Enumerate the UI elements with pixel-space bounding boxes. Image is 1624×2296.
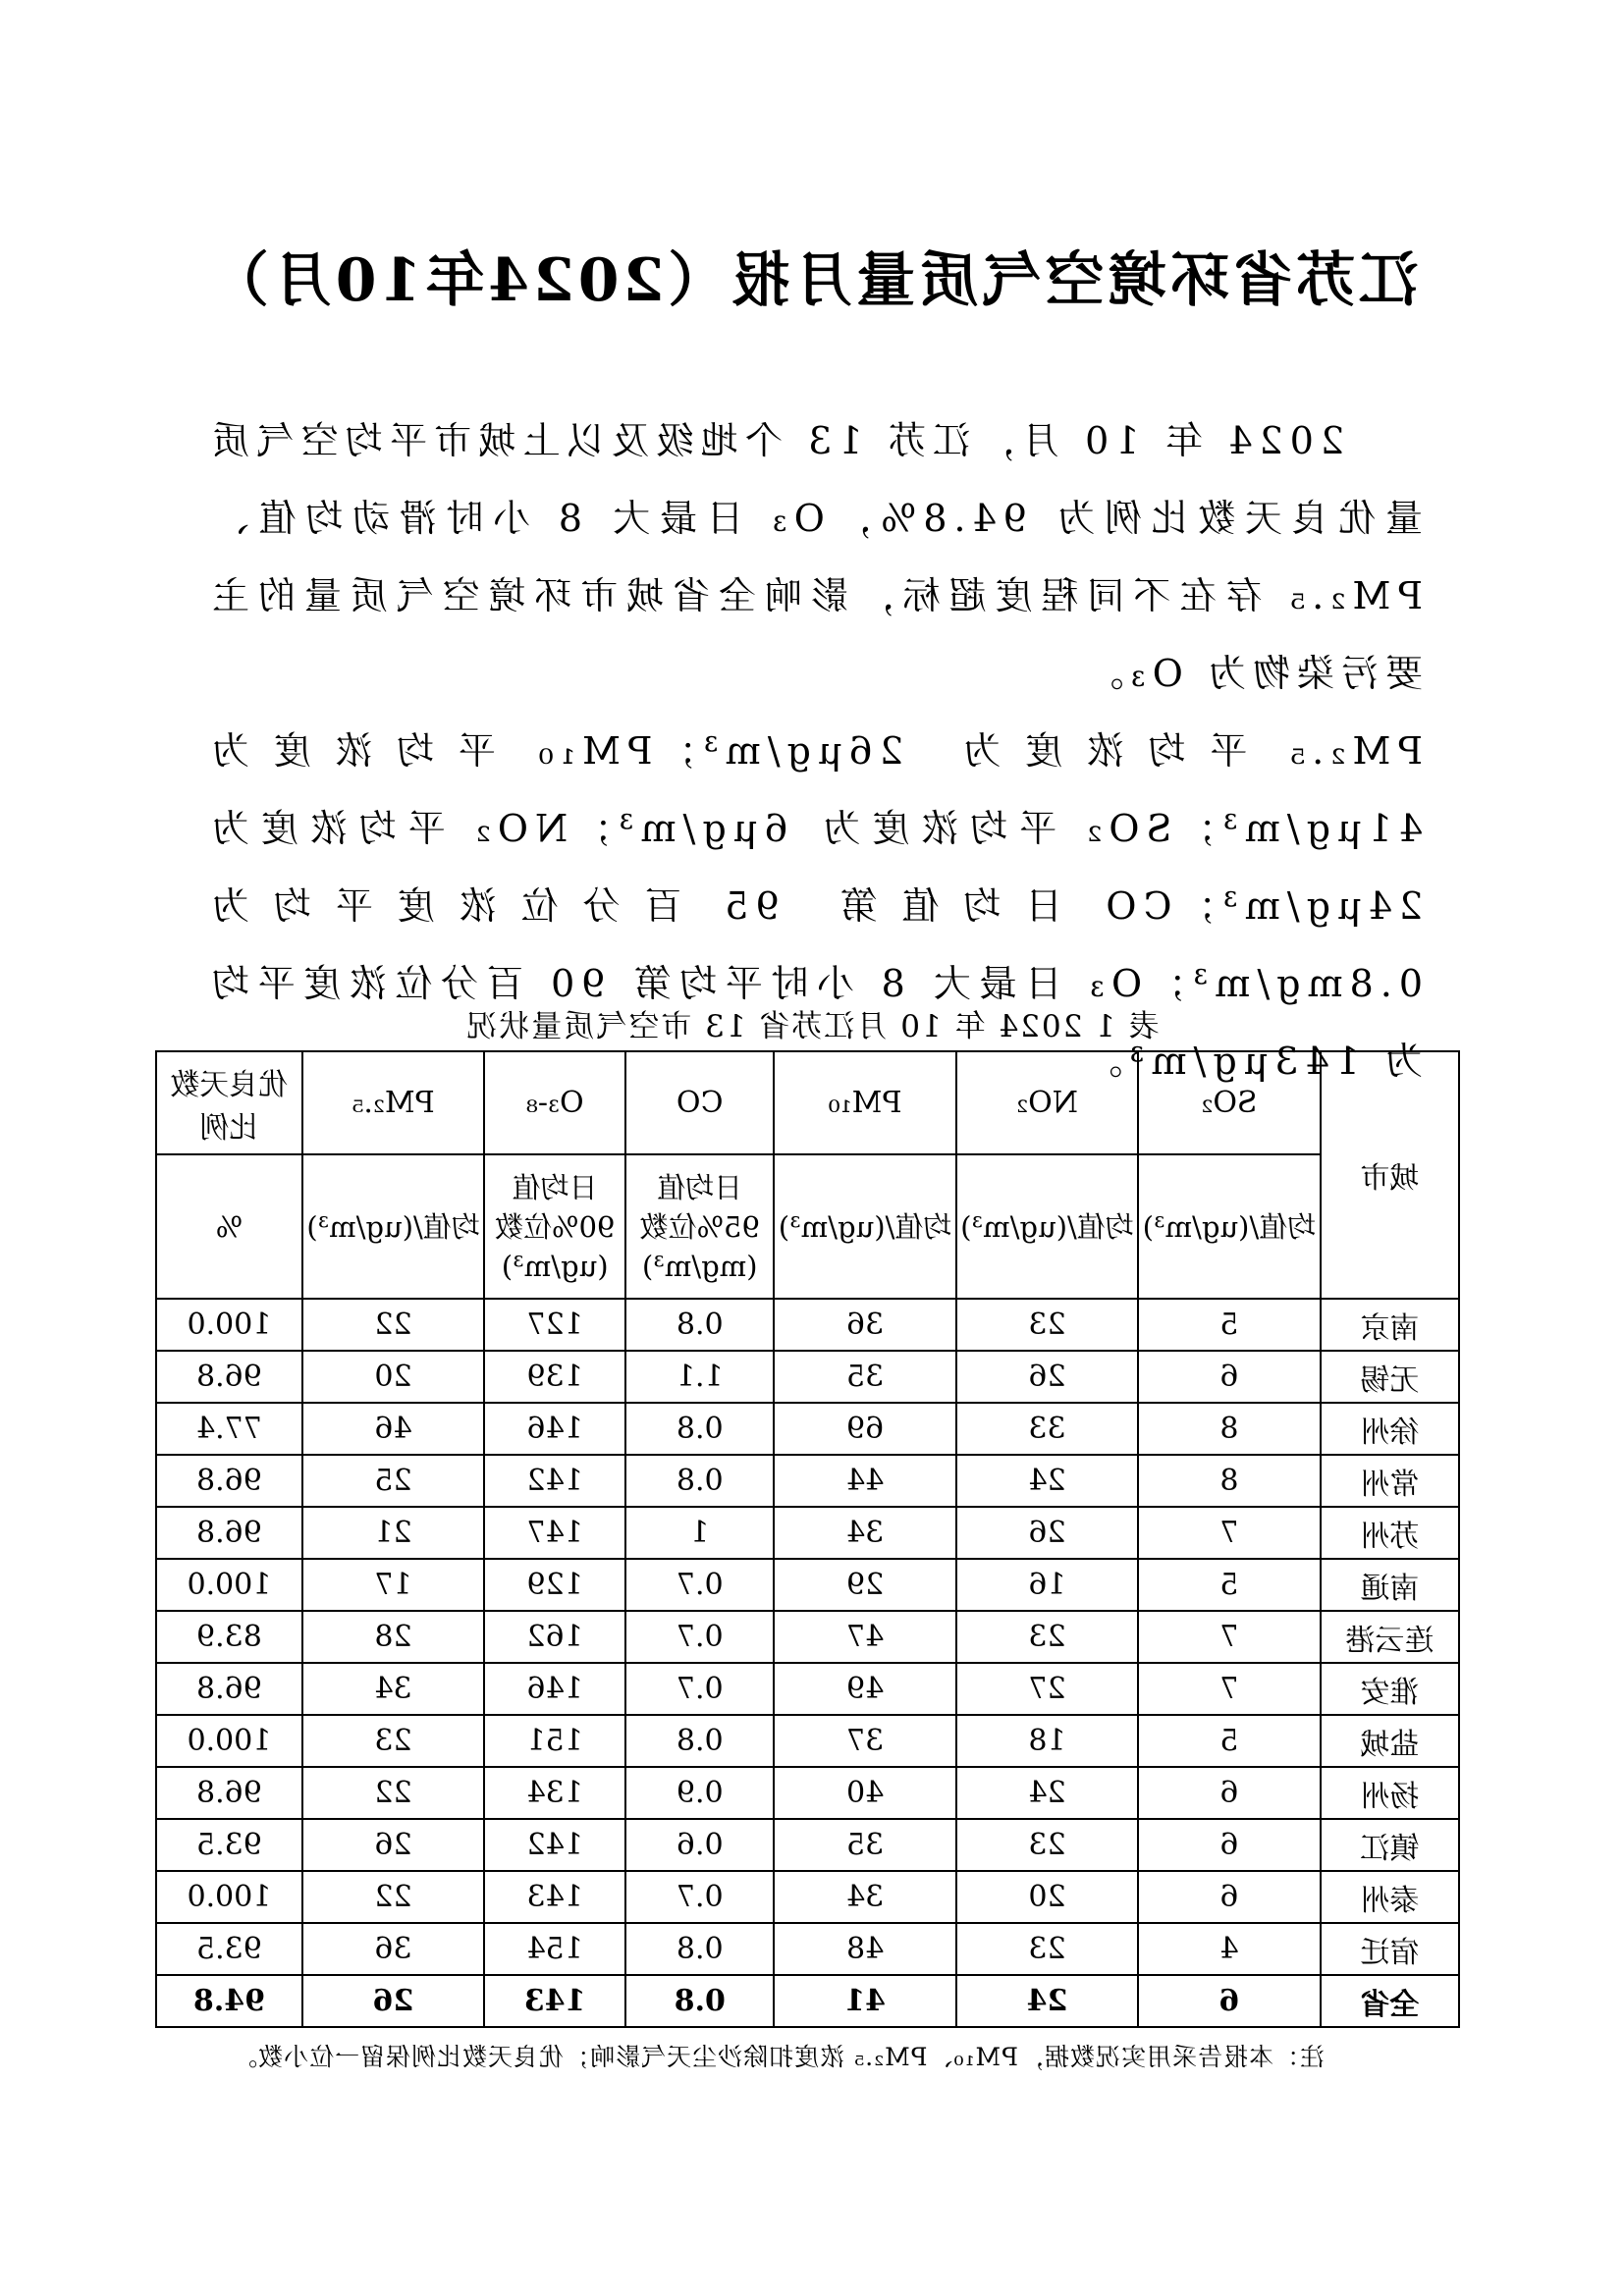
cell-o3: 142: [484, 1455, 625, 1507]
cell-co: 0.7: [625, 1559, 774, 1611]
cell-city: 全省: [1321, 1975, 1459, 2027]
table-row: [156, 1871, 1459, 1923]
cell-city: 淮安: [1321, 1663, 1459, 1715]
cell-ratio: 83.9: [156, 1611, 302, 1663]
cell-so2: 7: [1138, 1507, 1320, 1559]
cell-no2: 23: [956, 1611, 1138, 1663]
cell-ratio: 96.8: [156, 1455, 302, 1507]
cell-co: 1.1: [625, 1351, 774, 1403]
report-title: 江苏省环境空气质量月报（2024年10月）: [205, 246, 1419, 315]
cell-pm25: 22: [302, 1299, 484, 1351]
table-row: [156, 1975, 1459, 2027]
cell-co: 0.7: [625, 1611, 774, 1663]
cell-pm25: 26: [302, 1819, 484, 1871]
cell-pm10: 49: [774, 1663, 955, 1715]
cell-pm10: 34: [774, 1507, 955, 1559]
header-city: 城市: [1321, 1051, 1459, 1299]
cell-no2: 24: [956, 1975, 1138, 2027]
cell-o3: 127: [484, 1299, 625, 1351]
cell-ratio: 77.4: [156, 1403, 302, 1455]
cell-pm25: 17: [302, 1559, 484, 1611]
cell-no2: 26: [956, 1351, 1138, 1403]
cell-no2: 27: [956, 1663, 1138, 1715]
subheader-no2: 均值/(ug/m³): [956, 1154, 1138, 1299]
table-body: [156, 1299, 1459, 2027]
cell-co: 0.8: [625, 1403, 774, 1455]
cell-no2: 23: [956, 1819, 1138, 1871]
cell-no2: 23: [956, 1299, 1138, 1351]
cell-pm25: 28: [302, 1611, 484, 1663]
header-pm10: PM₁₀: [774, 1051, 955, 1154]
header-o3: O₃-₈: [484, 1051, 625, 1154]
cell-so2: 5: [1138, 1559, 1320, 1611]
cell-co: 1: [625, 1507, 774, 1559]
table-row: [156, 1403, 1459, 1455]
cell-no2: 33: [956, 1403, 1138, 1455]
cell-no2: 26: [956, 1507, 1138, 1559]
cell-ratio: 96.8: [156, 1507, 302, 1559]
cell-co: 0.7: [625, 1663, 774, 1715]
cell-so2: 6: [1138, 1819, 1320, 1871]
cell-so2: 8: [1138, 1403, 1320, 1455]
cell-pm25: 22: [302, 1767, 484, 1819]
cell-pm10: 40: [774, 1767, 955, 1819]
cell-pm10: 69: [774, 1403, 955, 1455]
cell-so2: 4: [1138, 1923, 1320, 1975]
cell-no2: 24: [956, 1455, 1138, 1507]
cell-ratio: 96.8: [156, 1767, 302, 1819]
table-caption: 表 1 2024 年 10 月江苏省 13 市空气质量状况: [464, 1009, 1160, 1044]
cell-o3: 129: [484, 1559, 625, 1611]
summary-line-2: PM₂.₅ 平均浓度为 26μg/m³；PM₁₀ 平均浓度为 41μg/m³；SO₂ 平均浓度为 6μg/m³；NO₂ 平均浓度为 24μg/m³；CO 日均值第 95 百分位浓度平均为 0.8mg/m³；O₃ 日最大 8 小时平均第 90 百分位浓度平均为 143μg/m³。: [205, 729, 1423, 1083]
header-ratio: 优良天数比例: [156, 1051, 302, 1154]
header-no2: NO₂: [956, 1051, 1138, 1154]
cell-o3: 142: [484, 1819, 625, 1871]
cell-pm25: 46: [302, 1403, 484, 1455]
cell-co: 0.6: [625, 1819, 774, 1871]
cell-city: 无锡: [1321, 1351, 1459, 1403]
cell-o3: 143: [484, 1975, 625, 2027]
cell-ratio: 100.0: [156, 1715, 302, 1767]
subheader-pm10: 均值/(ug/m³): [774, 1154, 955, 1299]
cell-o3: 146: [484, 1663, 625, 1715]
table-row: [156, 1923, 1459, 1975]
cell-o3: 143: [484, 1871, 625, 1923]
cell-no2: 24: [956, 1767, 1138, 1819]
cell-pm25: 26: [302, 1975, 484, 2027]
cell-so2: 8: [1138, 1455, 1320, 1507]
cell-city: 泰州: [1321, 1871, 1459, 1923]
cell-so2: 6: [1138, 1871, 1320, 1923]
cell-o3: 139: [484, 1351, 625, 1403]
cell-pm25: 25: [302, 1455, 484, 1507]
cell-ratio: 100.0: [156, 1871, 302, 1923]
cell-pm10: 48: [774, 1923, 955, 1975]
cell-ratio: 100.0: [156, 1559, 302, 1611]
cell-pm10: 35: [774, 1819, 955, 1871]
air-quality-table: [155, 1050, 1460, 2028]
cell-no2: 20: [956, 1871, 1138, 1923]
cell-o3: 146: [484, 1403, 625, 1455]
cell-pm10: 41: [774, 1975, 955, 2027]
table-row: [156, 1507, 1459, 1559]
cell-city: 扬州: [1321, 1767, 1459, 1819]
cell-o3: 134: [484, 1767, 625, 1819]
subheader-o3: 日均值90%位数(ug/m³): [484, 1154, 625, 1299]
table-row: [156, 1299, 1459, 1351]
cell-co: 0.9: [625, 1767, 774, 1819]
cell-co: 0.8: [625, 1715, 774, 1767]
table-note: 注：本报告采用实况数据，PM₁₀、PM₂.₅ 浓度扣除沙尘天气影响；优良天数比例保留一位小数。: [232, 2043, 1325, 2071]
cell-city: 苏州: [1321, 1507, 1459, 1559]
cell-ratio: 96.8: [156, 1663, 302, 1715]
cell-no2: 23: [956, 1923, 1138, 1975]
cell-so2: 6: [1138, 1351, 1320, 1403]
cell-so2: 7: [1138, 1611, 1320, 1663]
summary-paragraph: [205, 402, 1423, 1100]
cell-city: 连云港: [1321, 1611, 1459, 1663]
cell-o3: 162: [484, 1611, 625, 1663]
cell-no2: 18: [956, 1715, 1138, 1767]
cell-so2: 5: [1138, 1299, 1320, 1351]
subheader-ratio: %: [156, 1154, 302, 1299]
cell-city: 宿迁: [1321, 1923, 1459, 1975]
cell-pm10: 37: [774, 1715, 955, 1767]
header-co: CO: [625, 1051, 774, 1154]
table-row: [156, 1611, 1459, 1663]
header-pm25: PM₂.₅: [302, 1051, 484, 1154]
cell-o3: 147: [484, 1507, 625, 1559]
subheader-co: 日均值95%位数(mg/m³): [625, 1154, 774, 1299]
cell-pm25: 23: [302, 1715, 484, 1767]
cell-o3: 154: [484, 1923, 625, 1975]
cell-pm25: 36: [302, 1923, 484, 1975]
cell-co: 0.8: [625, 1299, 774, 1351]
subheader-so2: 均值/(ug/m³): [1138, 1154, 1320, 1299]
cell-pm25: 34: [302, 1663, 484, 1715]
table-row: [156, 1715, 1459, 1767]
table-row: [156, 1819, 1459, 1871]
cell-pm10: 34: [774, 1871, 955, 1923]
cell-pm10: 29: [774, 1559, 955, 1611]
cell-so2: 5: [1138, 1715, 1320, 1767]
table-row: [156, 1351, 1459, 1403]
cell-pm25: 22: [302, 1871, 484, 1923]
cell-city: 南通: [1321, 1559, 1459, 1611]
cell-city: 镇江: [1321, 1819, 1459, 1871]
cell-city: 徐州: [1321, 1403, 1459, 1455]
cell-so2: 7: [1138, 1663, 1320, 1715]
cell-no2: 16: [956, 1559, 1138, 1611]
cell-co: 0.8: [625, 1975, 774, 2027]
cell-city: 常州: [1321, 1455, 1459, 1507]
cell-co: 0.7: [625, 1871, 774, 1923]
cell-ratio: 93.5: [156, 1819, 302, 1871]
cell-so2: 6: [1138, 1767, 1320, 1819]
cell-co: 0.8: [625, 1923, 774, 1975]
cell-so2: 6: [1138, 1975, 1320, 2027]
cell-ratio: 96.8: [156, 1351, 302, 1403]
cell-ratio: 100.0: [156, 1299, 302, 1351]
table-row: [156, 1663, 1459, 1715]
cell-co: 0.8: [625, 1455, 774, 1507]
cell-city: 盐城: [1321, 1715, 1459, 1767]
cell-pm10: 36: [774, 1299, 955, 1351]
cell-pm25: 20: [302, 1351, 484, 1403]
cell-o3: 151: [484, 1715, 625, 1767]
subheader-pm25: 均值/(ug/m³): [302, 1154, 484, 1299]
summary-line-1: 2024 年 10 月，江苏 13 个地级及以上城市平均空气质量优良天数比例为 94.8%，O₃ 日最大 8 小时滑动均值、PM₂.₅ 存在不同程度超标，影响全省城市环境空气质量的主要污染物为 O₃。: [205, 419, 1423, 695]
header-so2: SO₂: [1138, 1051, 1320, 1154]
cell-city: 南京: [1321, 1299, 1459, 1351]
cell-pm25: 21: [302, 1507, 484, 1559]
cell-pm10: 35: [774, 1351, 955, 1403]
cell-ratio: 93.5: [156, 1923, 302, 1975]
table-row: [156, 1455, 1459, 1507]
cell-pm10: 47: [774, 1611, 955, 1663]
table-row: [156, 1559, 1459, 1611]
cell-ratio: 94.8: [156, 1975, 302, 2027]
cell-pm10: 44: [774, 1455, 955, 1507]
table-row: [156, 1767, 1459, 1819]
